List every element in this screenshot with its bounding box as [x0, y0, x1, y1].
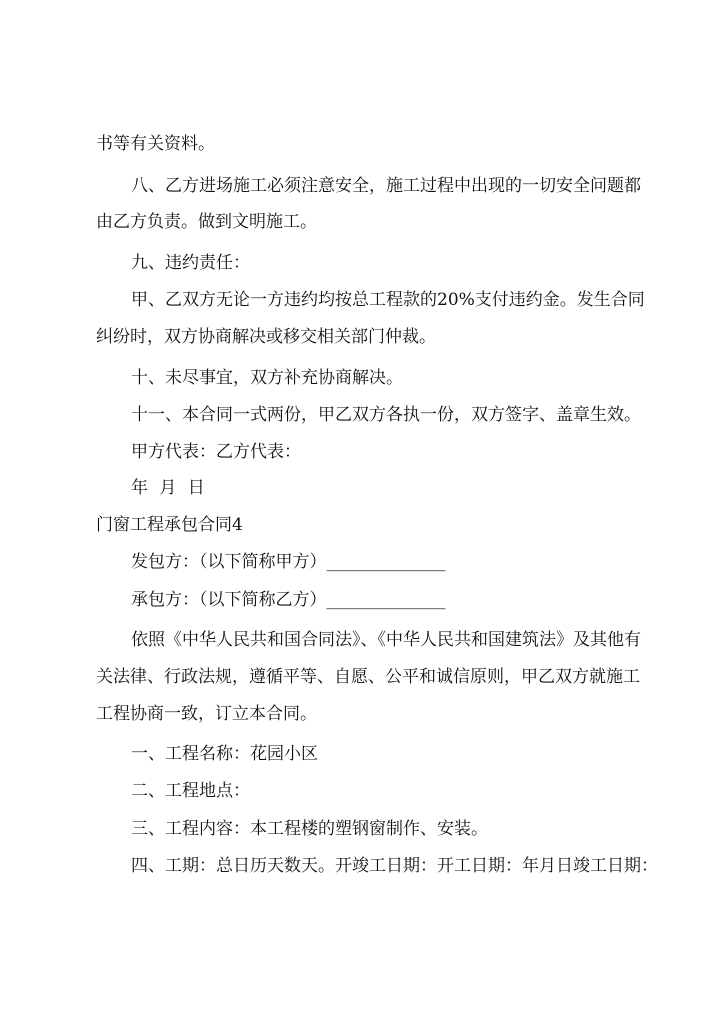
text-line-1: 书等有关资料。 — [96, 134, 215, 154]
text-line-2: 八、乙方进场施工必须注意安全，施工过程中出现的一切安全问题都 — [131, 176, 641, 196]
text-line-8: 十一、本合同一式两份，甲乙双方各执一份，双方签字、盖章生效。 — [131, 405, 641, 425]
text-line-3: 由乙方负责。做到文明施工。 — [96, 212, 317, 232]
text-line-4: 九、违约责任： — [131, 253, 250, 273]
text-line-17: 一、工程名称：花园小区 — [131, 744, 318, 764]
text-line-18: 二、工程地点： — [131, 781, 250, 801]
text-line-19: 三、工程内容：本工程楼的塑钢窗制作、安装。 — [131, 819, 488, 839]
section-title: 门窗工程承包合同4 — [96, 515, 243, 535]
text-line-13: 承包方：（以下简称乙方）______________ — [131, 590, 446, 610]
text-line-14: 依照《中华人民共和国合同法》、《中华人民共和国建筑法》及其他有 — [131, 630, 641, 650]
text-line-10: 年 月 日 — [131, 478, 205, 498]
text-line-6: 纠纷时，双方协商解决或移交相关部门仲裁。 — [96, 327, 436, 347]
text-line-20: 四、工期：总日历天数天。开竣工日期：开工日期：年月日竣工日期： — [131, 856, 658, 876]
text-line-12: 发包方：（以下简称甲方）______________ — [131, 552, 446, 572]
text-line-15: 关法律、行政法规，遵循平等、自愿、公平和诚信原则，甲乙双方就施工 — [96, 667, 640, 687]
text-line-5: 甲、乙双方无论一方违约均按总工程款的20%支付违约金。发生合同 — [131, 290, 645, 310]
text-line-7: 十、未尽事宜，双方补充协商解决。 — [131, 368, 403, 388]
text-line-16: 工程协商一致，订立本合同。 — [96, 704, 317, 724]
text-line-9: 甲方代表：乙方代表： — [131, 442, 301, 462]
